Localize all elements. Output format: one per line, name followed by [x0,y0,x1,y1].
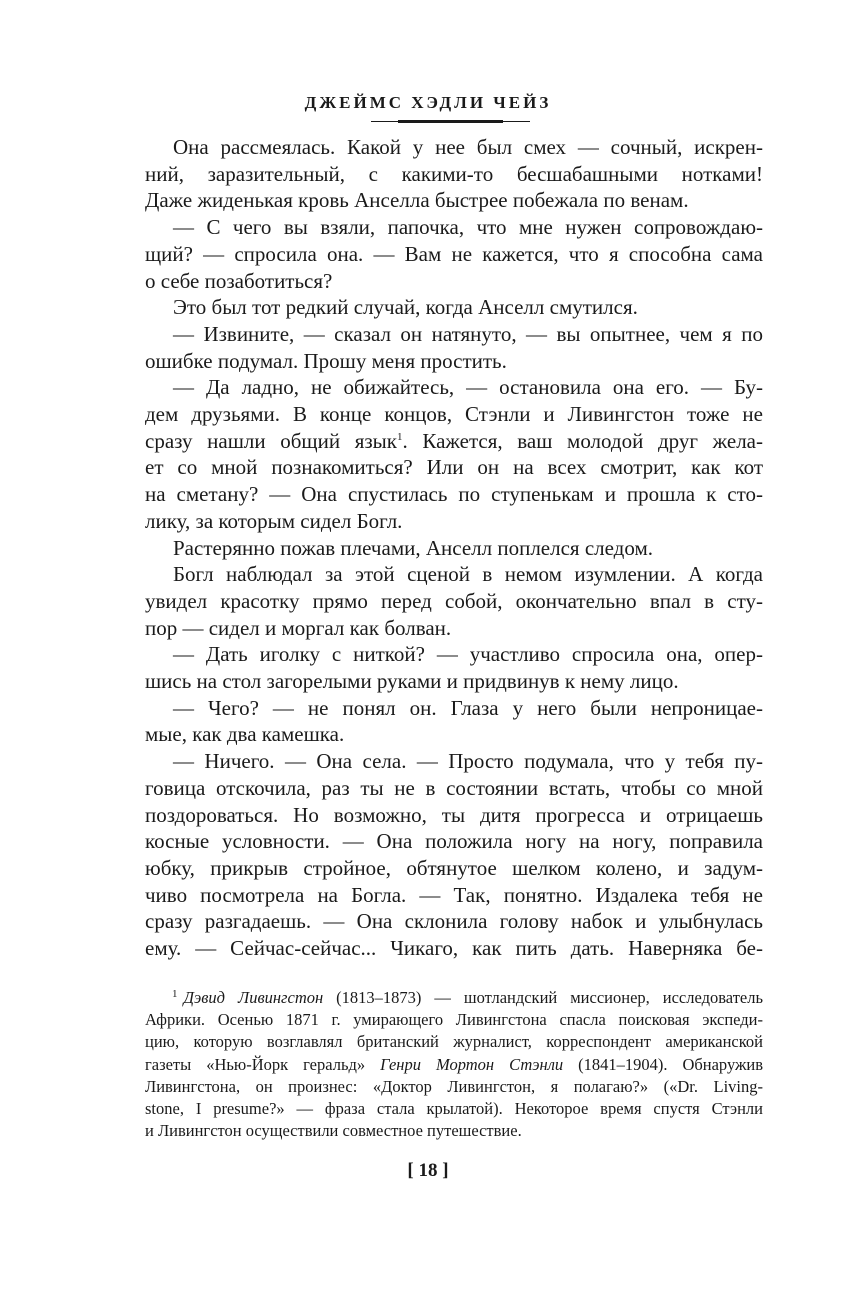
page-number: [ 18 ] [407,1160,449,1181]
text-line: ошибке подумал. Прошу меня простить. [145,348,507,373]
text-line: о себе позаботиться? [145,268,333,293]
footnote-line: Африки. Осенью 1871 г. умирающего Ливингстона спасла поисковая экспеди- [145,1010,763,1030]
text-line: шись на стол загорелыми руками и придвинув к нему лицо. [145,669,679,694]
footnote-text: (1813–1873) — шотландский миссионер, исследователь [323,988,763,1007]
text-line: сразу разгадаешь. — Она склонила голову набок и улыбнулась [145,909,763,934]
text-line: — Чего? — не понял он. Глаза у него были непроницае- [173,695,763,720]
footnote-line: цию, которую возглавлял британский журналист, корреспондент американской [145,1032,763,1052]
footnote-reference: 1 [396,430,403,443]
text-line: говица отскочила, раз ты не в состоянии встать, чтобы со мной [145,775,763,800]
text-line: — Ничего. — Она села. — Просто подумала, что у тебя пу- [173,749,763,774]
running-title: ДЖЕЙМС ХЭДЛИ ЧЕЙЗ [304,93,552,112]
footnote-marker: 1 [172,988,178,1000]
text-line: увидел красотку прямо перед собой, окончательно впал в сту- [145,588,763,613]
text-line: юбку, прикрыв стройное, обтянутое шелком колено, и задум- [145,855,763,880]
main-text [145,134,763,962]
text-line: Растерянно пожав плечами, Анселл поплелся следом. [173,535,654,560]
footnote [145,987,763,1142]
text-line: ему. — Сейчас-сейчас... Чикаго, как пить дать. Наверняка бе- [145,936,763,961]
text-line: Богл наблюдал за этой сценой в немом изумлении. А когда [173,562,763,587]
footnote-line [145,1054,763,1076]
text-line: — Извините, — сказал он натянуто, — вы опытнее, чем я по [173,321,763,346]
text-line: Это был тот редкий случай, когда Анселл смутился. [173,295,638,320]
footnote-line [145,987,763,1009]
text-line: мые, как два камешка. [145,722,345,747]
footnote-line: и Ливингстон осуществили совместное путешествие. [145,1121,522,1141]
text-line: — Да ладно, не обижайтесь, — остановила она его. — Бу- [173,375,763,400]
text-line: чиво посмотрела на Богла. — Так, понятно. Издалека тебя не [145,882,763,907]
text-line: дем друзьями. В конце концов, Стэнли и Ливингстон тоже не [145,402,763,427]
text-line: лику, за которым сидел Богл. [145,508,403,533]
footnote-person-name: Дэвид Ливингстон [183,988,324,1007]
text-line: на сметану? — Она спустилась по ступенькам и прошла к сто- [145,482,763,507]
footnote-line: stone, I presume?» — фраза стала крылатой). Некоторое время спустя Стэнли [145,1099,763,1119]
text-line: пор — сидел и моргал как болван. [145,615,452,640]
footnote-line: Ливингстона, он произнес: «Доктор Ливингстон, я полагаю?» («Dr. Living- [145,1076,763,1096]
text-line: косные условности. — Она положила ногу на ногу, поправила [145,829,763,854]
text-line: — Дать иголку с ниткой? — участливо спросила она, опер- [173,642,763,667]
text-line: Даже жиденькая кровь Анселла быстрее побежала по венам. [145,188,689,213]
text-line: щий? — спросила она. — Вам не кажется, что я способна сама [145,241,763,266]
text-line: ний, заразительный, с какими-то бесшабашными нотками! [145,161,763,186]
text-line: — С чего вы взяли, папочка, что мне нужен сопровождаю- [173,215,763,240]
header-rule-accent [398,120,503,123]
text-fragment: . Кажется, ваш молодой друг жела- [402,428,763,453]
text-fragment: сразу нашли общий язык [145,428,397,453]
footnote-text: газеты «Нью-Йорк геральд» [145,1054,381,1074]
text-line: поздороваться. Но возможно, ты дитя прогресса и отрицаешь [145,802,763,827]
text-line-with-note [145,428,763,455]
text-line: ет со мной познакомиться? Или он на всех смотрит, как кот [145,455,763,480]
footnote-text: (1841–1904). Обнаружив [563,1054,764,1074]
footnote-person-name: Генри Мортон Стэнли [380,1054,564,1074]
text-line: Она рассмеялась. Какой у нее был смех — сочный, искрен- [173,135,763,159]
